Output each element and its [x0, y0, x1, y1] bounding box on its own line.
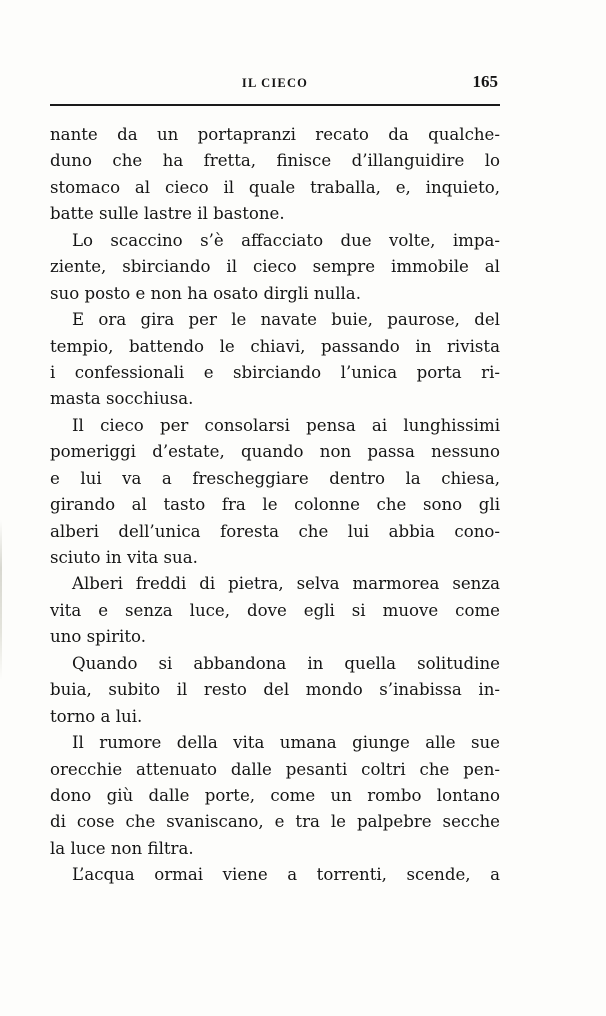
page-header	[50, 72, 500, 94]
text-line: la luce non filtra.	[50, 838, 194, 858]
text-line: vita e senza luce, dove egli si muove come	[50, 600, 500, 620]
running-title: IL CIECO	[241, 76, 309, 90]
text-line: E ora gira per le navate buie, paurose, del	[72, 310, 500, 330]
text-line: Alberi freddi di pietra, selva marmorea senza	[72, 574, 500, 594]
text-line: Il cieco per consolarsi pensa ai lunghissimi	[72, 415, 500, 435]
text-line: stomaco al cieco il quale traballa, e, inquieto,	[50, 177, 500, 197]
text-line: tempio, battendo le chiavi, passando in rivista	[50, 336, 500, 356]
text-line: L’acqua ormai viene a torrenti, scende, a	[72, 865, 500, 885]
text-line: suo posto e non ha osato dirgli nulla.	[50, 283, 361, 303]
text-line: girando al tasto fra le colonne che sono gli	[50, 495, 500, 515]
text-line: uno spirito.	[50, 627, 146, 647]
text-line: Quando si abbandona in quella solitudine	[72, 653, 500, 673]
text-line: ziente, sbirciando il cieco sempre immobile al	[50, 257, 500, 277]
text-line: orecchie attenuato dalle pesanti coltri che pen-	[50, 759, 500, 779]
text-line: sciuto in vita sua.	[50, 548, 198, 567]
text-line: e lui va a frescheggiare dentro la chiesa,	[50, 468, 500, 488]
text-line: di cose che svaniscano, e tra le palpebre secche	[50, 812, 500, 832]
text-line: Il rumore della vita umana giunge alle sue	[72, 733, 500, 753]
header-rule	[50, 104, 500, 106]
text-line: Lo scaccino s’è affacciato due volte, impa-	[72, 230, 500, 250]
body-text	[50, 122, 500, 889]
text-line: duno che ha fretta, finisce d’illanguidire lo	[50, 151, 500, 171]
text-line: i confessionali e sbirciando l’unica porta ri-	[50, 362, 500, 382]
text-line: buia, subito il resto del mondo s’inabissa in-	[50, 680, 500, 700]
text-line: dono giù dalle porte, come un rombo lontano	[50, 785, 500, 805]
page-number: 165	[472, 72, 498, 91]
page-edge-shadow	[0, 520, 2, 680]
text-line: pomeriggi d’estate, quando non passa nessuno	[50, 442, 500, 462]
text-line: batte sulle lastre il bastone.	[50, 204, 285, 224]
text-line: torno a lui.	[50, 706, 143, 726]
text-line: masta socchiusa.	[50, 389, 194, 409]
text-line: nante da un portapranzi recato da qualche-	[50, 125, 500, 144]
text-line: alberi dell’unica foresta che lui abbia cono-	[50, 521, 500, 541]
